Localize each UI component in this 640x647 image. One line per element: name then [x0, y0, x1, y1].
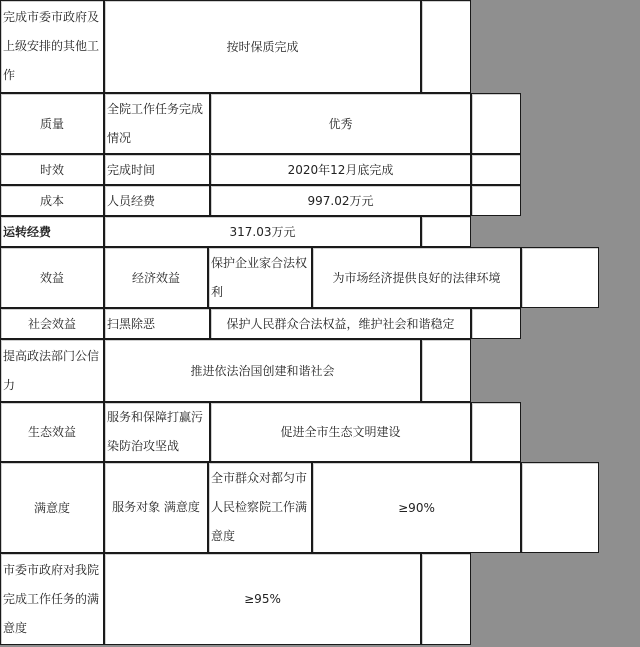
empty-cell — [471, 93, 521, 154]
eco-benefit-value: 促进全市生态文明建设 — [210, 402, 471, 462]
benefit-value: 为市场经济提供良好的法律环境 — [312, 247, 521, 308]
other-work-value: 按时保质完成 — [104, 0, 421, 93]
empty-cell — [471, 154, 521, 185]
social-benefit-category: 社会效益 — [0, 308, 104, 339]
empty-cell — [471, 308, 521, 339]
gov-satisfaction-value: ≥95% — [104, 553, 421, 645]
satisfaction-category: 满意度 — [0, 462, 104, 553]
eco-benefit-category: 生态效益 — [0, 402, 104, 462]
benefit-indicator: 保护企业家合法权利 — [208, 247, 312, 308]
operating-cost-label: 运转经费 — [0, 216, 104, 247]
other-work-label: 完成市委市政府及上级安排的其他工作 — [0, 0, 104, 93]
satisfaction-subcategory: 服务对象 满意度 — [104, 462, 208, 553]
satisfaction-indicator: 全市群众对都匀市人民检察院工作满意度 — [208, 462, 312, 553]
quality-category: 质量 — [0, 93, 104, 154]
empty-cell — [471, 185, 521, 216]
cost-value: 997.02万元 — [210, 185, 471, 216]
empty-cell — [421, 553, 471, 645]
eco-benefit-indicator: 服务和保障打赢污染防治攻坚战 — [104, 402, 210, 462]
cost-indicator: 人员经费 — [104, 185, 210, 216]
cost-category: 成本 — [0, 185, 104, 216]
empty-cell — [421, 216, 471, 247]
gov-satisfaction-label: 市委市政府对我院完成工作任务的满意度 — [0, 553, 104, 645]
operating-cost-value: 317.03万元 — [104, 216, 421, 247]
satisfaction-value: ≥90% — [312, 462, 521, 553]
social-benefit-value: 保护人民群众合法权益，维护社会和谐稳定 — [210, 308, 471, 339]
quality-value: 优秀 — [210, 93, 471, 154]
empty-cell — [471, 402, 521, 462]
credibility-label: 提高政法部门公信力 — [0, 339, 104, 402]
benefit-category: 效益 — [0, 247, 104, 308]
empty-cell — [521, 247, 599, 308]
timeliness-category: 时效 — [0, 154, 104, 185]
empty-cell — [521, 462, 599, 553]
quality-indicator: 全院工作任务完成情况 — [104, 93, 210, 154]
timeliness-indicator: 完成时间 — [104, 154, 210, 185]
credibility-value: 推进依法治国创建和谐社会 — [104, 339, 421, 402]
social-benefit-indicator: 扫黑除恶 — [104, 308, 210, 339]
empty-cell — [421, 0, 471, 93]
empty-cell — [421, 339, 471, 402]
benefit-subcategory: 经济效益 — [104, 247, 208, 308]
timeliness-value: 2020年12月底完成 — [210, 154, 471, 185]
